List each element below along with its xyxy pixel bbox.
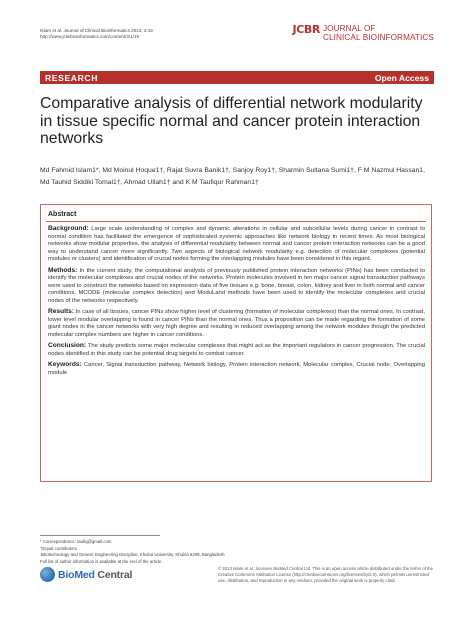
abstract-background <box>48 225 425 264</box>
section-text: In the current study, the computational analysis of previously published protein interaction networks (PINs) has been conducted to identify the molecular complexes and crucial nodes of the networks. Protein molecules involved in ten major cancer signal transduction pathways were used to construct the networks based on expression data of five tissues e.g. bone, breast, colon, kidney and liver in both normal and cancer conditions. MCODE (molecular complex detection) and ModuLand methods have been used to identify the molecular complexes and crucial nodes of the networks respectively. <box>48 267 425 304</box>
section-text: Large scale understanding of complex and dynamic alterations in cellular and subcellular levels during cancer in contrast to normal condition has facilitated the emergence of sophisticated systemic approaches like network biology in recent times. As most biological networks show modular properties, the analysis of differential modularity between normal and cancer protein interaction networks can be a good way to understand cancer more significantly. Two aspects of biological network modularity e.g. detection of molecular complexes (potential modules or clusters) and identification of crucial nodes forming the overlapping modules have been considered in this regard. <box>48 226 426 262</box>
footnotes <box>40 539 240 565</box>
author-list: Md Fahmid Islam1*, Md Moinul Hoque1†, Rajat Suvra Banik1†, Sanjoy Roy1†, Sharmin Sultana Sumi1†, F M Nazmul Hassan1, Md Tauhid Siddiki Tomal1†, Ahmad Ullah1† and K M Taufiqur Rahman1† <box>40 167 425 186</box>
publisher-logo <box>40 567 132 582</box>
biomed-central-icon <box>40 567 55 582</box>
journal-logo <box>293 24 434 42</box>
jcb-logo-mark: JCBR <box>292 23 320 36</box>
section-label: Results: <box>48 308 75 315</box>
section-text: The study predicts some major molecular complexes that might act as the important regulators in cancer progression. The crucial nodes identified in this study can be potential drug targets to combat cancer. <box>48 343 425 357</box>
abstract-conclusion <box>48 342 425 358</box>
abstract-divider <box>46 221 426 222</box>
section-label: Background: <box>48 225 89 232</box>
author-info-note: Full list of author information is available at the end of the article <box>40 558 162 564</box>
correspondence-note: * Correspondence: taufiq@gmail.com <box>40 539 112 544</box>
section-label: Conclusion: <box>48 342 87 349</box>
citation-block <box>40 28 153 40</box>
abstract-heading: Abstract <box>48 211 77 218</box>
abstract-results <box>48 308 425 339</box>
article-type-banner <box>40 71 434 84</box>
article-title: Comparative analysis of differential network modularity in tissue specific normal and cancer protein interaction networks <box>40 95 423 147</box>
section-label: Keywords: <box>48 361 82 368</box>
affiliation-note: 1Biotechnology and Genetic Engineering Discipline, Khulna University, Khulna 9208, Bangladesh <box>40 552 225 557</box>
section-label: Methods: <box>48 266 78 274</box>
open-access-label: Open Access <box>374 72 429 83</box>
journal-name-line1: JOURNAL OF <box>322 24 376 33</box>
journal-name-line2: CLINICAL BIOINFORMATICS <box>322 33 434 42</box>
section-text: Cancer, Signal transduction pathway, Network biology, Protein interaction network, Molecular complex, Crucial node, Overlapping module <box>48 362 425 376</box>
citation-url[interactable]: http://www.jclinbioinformatics.com/content/3/1/19 <box>40 34 140 40</box>
abstract-methods <box>48 267 425 306</box>
abstract-keywords <box>48 361 425 377</box>
copyright-notice: © 2013 Islam et al.; licensee BioMed Central Ltd. This is an open access article distributed under the terms of the Creative Commons Attribution License (http://creativecommons.org/licenses/by/2.0), which permits unrestricted use, distribution, and reproduction in any medium, provided the original work is properly cited. <box>218 566 433 583</box>
equal-contributors-note: †Equal contributors <box>40 545 78 551</box>
abstract-box <box>40 204 432 482</box>
article-type-label: RESEARCH <box>45 72 99 83</box>
journal-name <box>323 24 434 42</box>
footnote-divider <box>40 535 160 536</box>
section-text: In case of all tissues, cancer PINs show higher level of clustering (formation of molecular complexes) than the normal ones. In contrast, lower level modular overlapping is found in cancer PINs than the normal ones. Thus a proposition can be made regarding the formation of some giant nodes in the cancer networks with very high degree and resulting in reduced overlapping among the network modules though the predicted molecular complex numbers are higher in cancer conditions. <box>48 309 425 338</box>
citation-line: Islam et al. Journal of Clinical Bioinformatics 2013, 3:19 <box>40 28 153 33</box>
publisher-name: BioMed Central <box>58 568 133 581</box>
